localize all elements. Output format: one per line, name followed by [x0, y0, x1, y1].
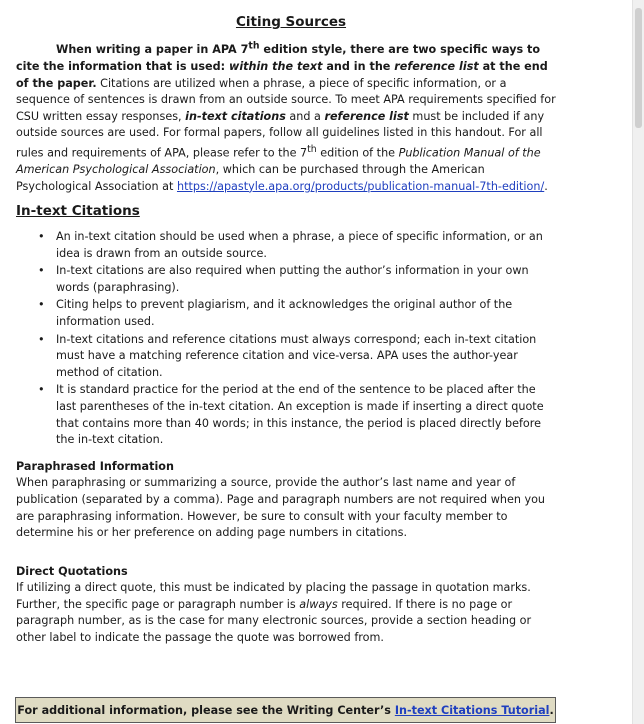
direct-quotations-heading: Direct Quotations	[16, 564, 128, 578]
paraphrased-heading: Paraphrased Information	[16, 459, 174, 473]
document-content	[16, 14, 556, 669]
bullet-icon: •	[38, 230, 45, 243]
list-item: • Citing helps to prevent plagiarism, and it acknowledges the original author of the information used.	[38, 298, 513, 328]
paraphrased-body: When paraphrasing or summarizing a source, provide the author’s last name and year of publication (separated by a comma). Page and paragraph numbers are not required when you are paraphrasing information. However, be sure to consult with your faculty member to determine his or her preference on adding page numbers in citations.	[16, 476, 546, 540]
bullet-icon: •	[38, 298, 45, 312]
in-text-citations-list	[16, 229, 556, 449]
in-text-citations-heading: In-text Citations	[16, 203, 140, 220]
scrollbar-thumb[interactable]	[635, 8, 642, 128]
list-item: • In-text citations are also required when putting the author’s information in your own words (paraphrasing).	[38, 264, 529, 294]
list-item: • An in-text citation should be used when a phrase, a piece of specific information, or an idea is drawn from an outside source.	[38, 230, 543, 260]
apa-manual-link[interactable]: https://apastyle.apa.org/products/publication-manual-7th-edition/	[176, 179, 545, 193]
direct-quotations-section	[16, 564, 556, 647]
list-item: • In-text citations and reference citations must always correspond; each in-text citation must have a matching reference citation and vice-versa. APA uses the author-year method of citation.	[38, 332, 537, 379]
direct-quotations-body: If utilizing a direct quote, this must be indicated by placing the passage in quotation marks. Further, the specific page or paragraph number is always required. If there is no page or paragraph number, as is the case for many electronic sources, provide a section heading or other label to indicate the passage the quote was borrowed from.	[16, 581, 532, 645]
paraphrased-section	[16, 459, 556, 542]
bullet-icon: •	[38, 383, 45, 397]
list-item: • It is standard practice for the period at the end of the sentence to be placed after the last parentheses of the in-text citation. An exception is made if inserting a direct quote that contains more than 40 words; in this instance, the period is placed directly before the in-text citation.	[38, 383, 544, 447]
page-title: Citing Sources	[235, 14, 347, 30]
bullet-icon: •	[38, 332, 45, 346]
intro-paragraph: When writing a paper in APA 7th edition style, there are two specific ways to cite the information that is used: within the text and in the reference list at the end of the paper. Citations are utilized when a phrase, a piece of specific information, or a sequence of sentences is drawn from an outside source. To meet APA requirements specified for CSU written essay responses, in-text citations and a reference list must be included if any outside sources are used. For formal papers, follow all guidelines listed in this handout. For all rules and requirements of APA, please refer to the 7th edition of the Publication Manual of the American Psychological Association, which can be purchased through the American Psychological Association at https://apastyle.apa.org/products/publication-manual-7th-edition/.	[16, 40, 556, 193]
vertical-scrollbar[interactable]	[632, 0, 644, 724]
bullet-icon: •	[38, 264, 45, 278]
tutorial-link[interactable]: In-text Citations Tutorial	[394, 704, 550, 717]
intro-lead: When writing a paper in APA 7th edition style, there are two specific ways to cite the information that is used: within the text and in the reference list at the end of the paper.	[16, 40, 548, 90]
additional-info-banner: For additional information, please see the Writing Center’s In-text Citations Tutorial.	[15, 697, 556, 723]
